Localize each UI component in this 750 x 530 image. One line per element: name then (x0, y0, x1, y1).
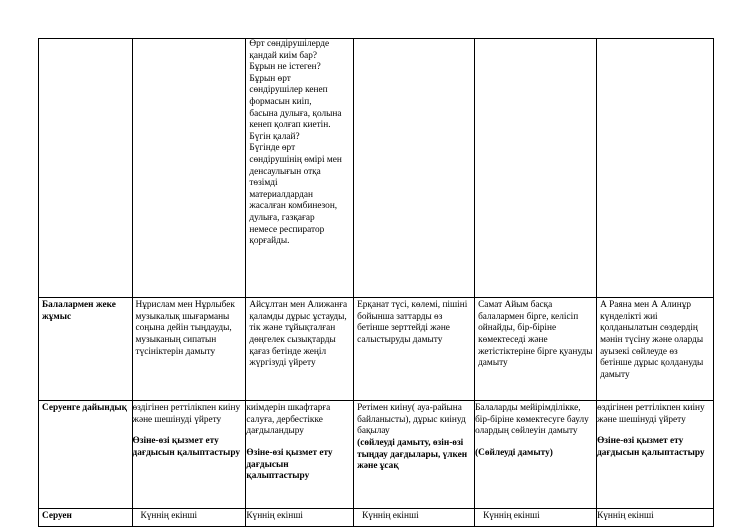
fire-safety-line: денсаулығын отқа (249, 166, 321, 177)
row-label: Серуенге дайындық (39, 401, 133, 508)
table-row-walk-prep (39, 401, 714, 508)
prep-text: Балаларды мейірімділікке, бір-біріне көмектесуге баулу олардың сөйлеуін дамыту (475, 403, 589, 437)
prep-skill: Өзіне-өзі қызмет ету дағдысын қалыптастыру (246, 447, 333, 482)
prep-cell (475, 401, 597, 508)
prep-text: Ретімен киіну( ауа-райына байланысты), дұрыс киінуд бақылау (357, 403, 466, 437)
prep-text: өздігінен реттілікпен киіну және шешінуді үйрету (597, 403, 705, 425)
fire-safety-line: Өрт сөндірушілерде (249, 39, 330, 49)
walk-cell: Күннің екінші (597, 508, 714, 526)
individual-cell: Самат Айым басқа балалармен бірге, келісіп ойнайды, бір-біріне көмектеседі және жетістіктеріне бірге қуануды дамыту (475, 298, 597, 401)
plan-table (38, 38, 714, 527)
prep-skill: (сөйлеуді дамыту, өзін-өзі тыңдау дағдылары, үлкен және ұсақ (357, 437, 468, 472)
individual-cell: А Раяна мен А Алинұр күнделікті жиі қолданылатын сөздердің мәнін түсіну және оларды ауызекі сөйлеуде өз бетінше дұрыс қолдануды дамыту (597, 298, 714, 401)
fire-safety-line: Бұрын өрт (249, 73, 291, 84)
prep-text: киімдерін шкафтарға салуға, дербестікке дағдыландыру (246, 403, 331, 437)
prep-skill: (Сөйлеуді дамыту) (475, 447, 553, 458)
row-label: Балалармен жеке жұмыс (39, 298, 133, 401)
walk-cell: Күннің екінші (354, 508, 475, 526)
table-row-fire-safety (39, 39, 714, 298)
row-label-empty (39, 39, 133, 298)
individual-cell: Айсұлтан мен Алижанға қаламды дұрыс ұстауды, тік және тұйықталған дөңгелек сызықтарды қағаз бетінде жеңіл жүргізуді үйрету (246, 298, 354, 401)
fire-safety-line: басына дулыға, қолына (249, 108, 342, 119)
walk-cell: Күннің екінші (246, 508, 354, 526)
walk-cell: Күннің екінші (132, 508, 246, 526)
fire-safety-line: дулыға, газқағар (249, 212, 315, 223)
fire-safety-line: немесе респиратор (249, 224, 325, 235)
fire-safety-cell (246, 39, 354, 298)
table-row-individual (39, 298, 714, 401)
fire-safety-line: қандай киім бар? (249, 50, 318, 61)
prep-skill: Өзіне-өзі қызмет ету дағдысын қалыптастыру (597, 436, 705, 458)
individual-cell: Нұрислам мен Нұрлыбек музыкалық шығарманы соңына дейін тыңдауды, музыканың сипатын түсініктерін дамыту (132, 298, 246, 401)
prep-skill: Өзіне-өзі қызмет ету дағдысын қалыптастыру (132, 436, 241, 458)
fire-safety-line: сөндірушінің өмірі мен (249, 154, 342, 165)
cell-empty (354, 39, 475, 298)
fire-safety-line: материалдардан (249, 189, 313, 200)
prep-cell (597, 401, 714, 508)
fire-safety-line: кенеп қолғап киетін. (249, 120, 331, 131)
walk-cell: Күннің екінші (475, 508, 597, 526)
fire-safety-line: Бұрын не істеген? (249, 62, 321, 73)
fire-safety-line: төзімді (249, 178, 278, 189)
fire-safety-text (249, 39, 350, 248)
prep-cell (246, 401, 354, 508)
fire-safety-line: Бүгін қалай? (249, 131, 300, 142)
fire-safety-line: формасын киіп, (249, 96, 312, 107)
prep-text: өздігінен реттілікпен киіну және шешінуді үйрету (132, 403, 241, 425)
cell-empty (597, 39, 714, 298)
fire-safety-line: Бүгінде өрт (249, 143, 296, 154)
row-label: Серуен (39, 508, 133, 526)
individual-cell: Ерқанат түсі, көлемі, пішіні бойынша заттарды өз бетінше зерттейді және салыстыруды дамыту (354, 298, 475, 401)
fire-safety-line: сөндірушілер кенеп (249, 85, 328, 96)
prep-cell (354, 401, 475, 508)
cell-empty (132, 39, 246, 298)
fire-safety-line: қорғайды. (249, 236, 290, 247)
prep-cell (132, 401, 246, 508)
fire-safety-line: жасалған комбинезон, (249, 201, 338, 212)
cell-empty (475, 39, 597, 298)
table-row-walk (39, 508, 714, 526)
